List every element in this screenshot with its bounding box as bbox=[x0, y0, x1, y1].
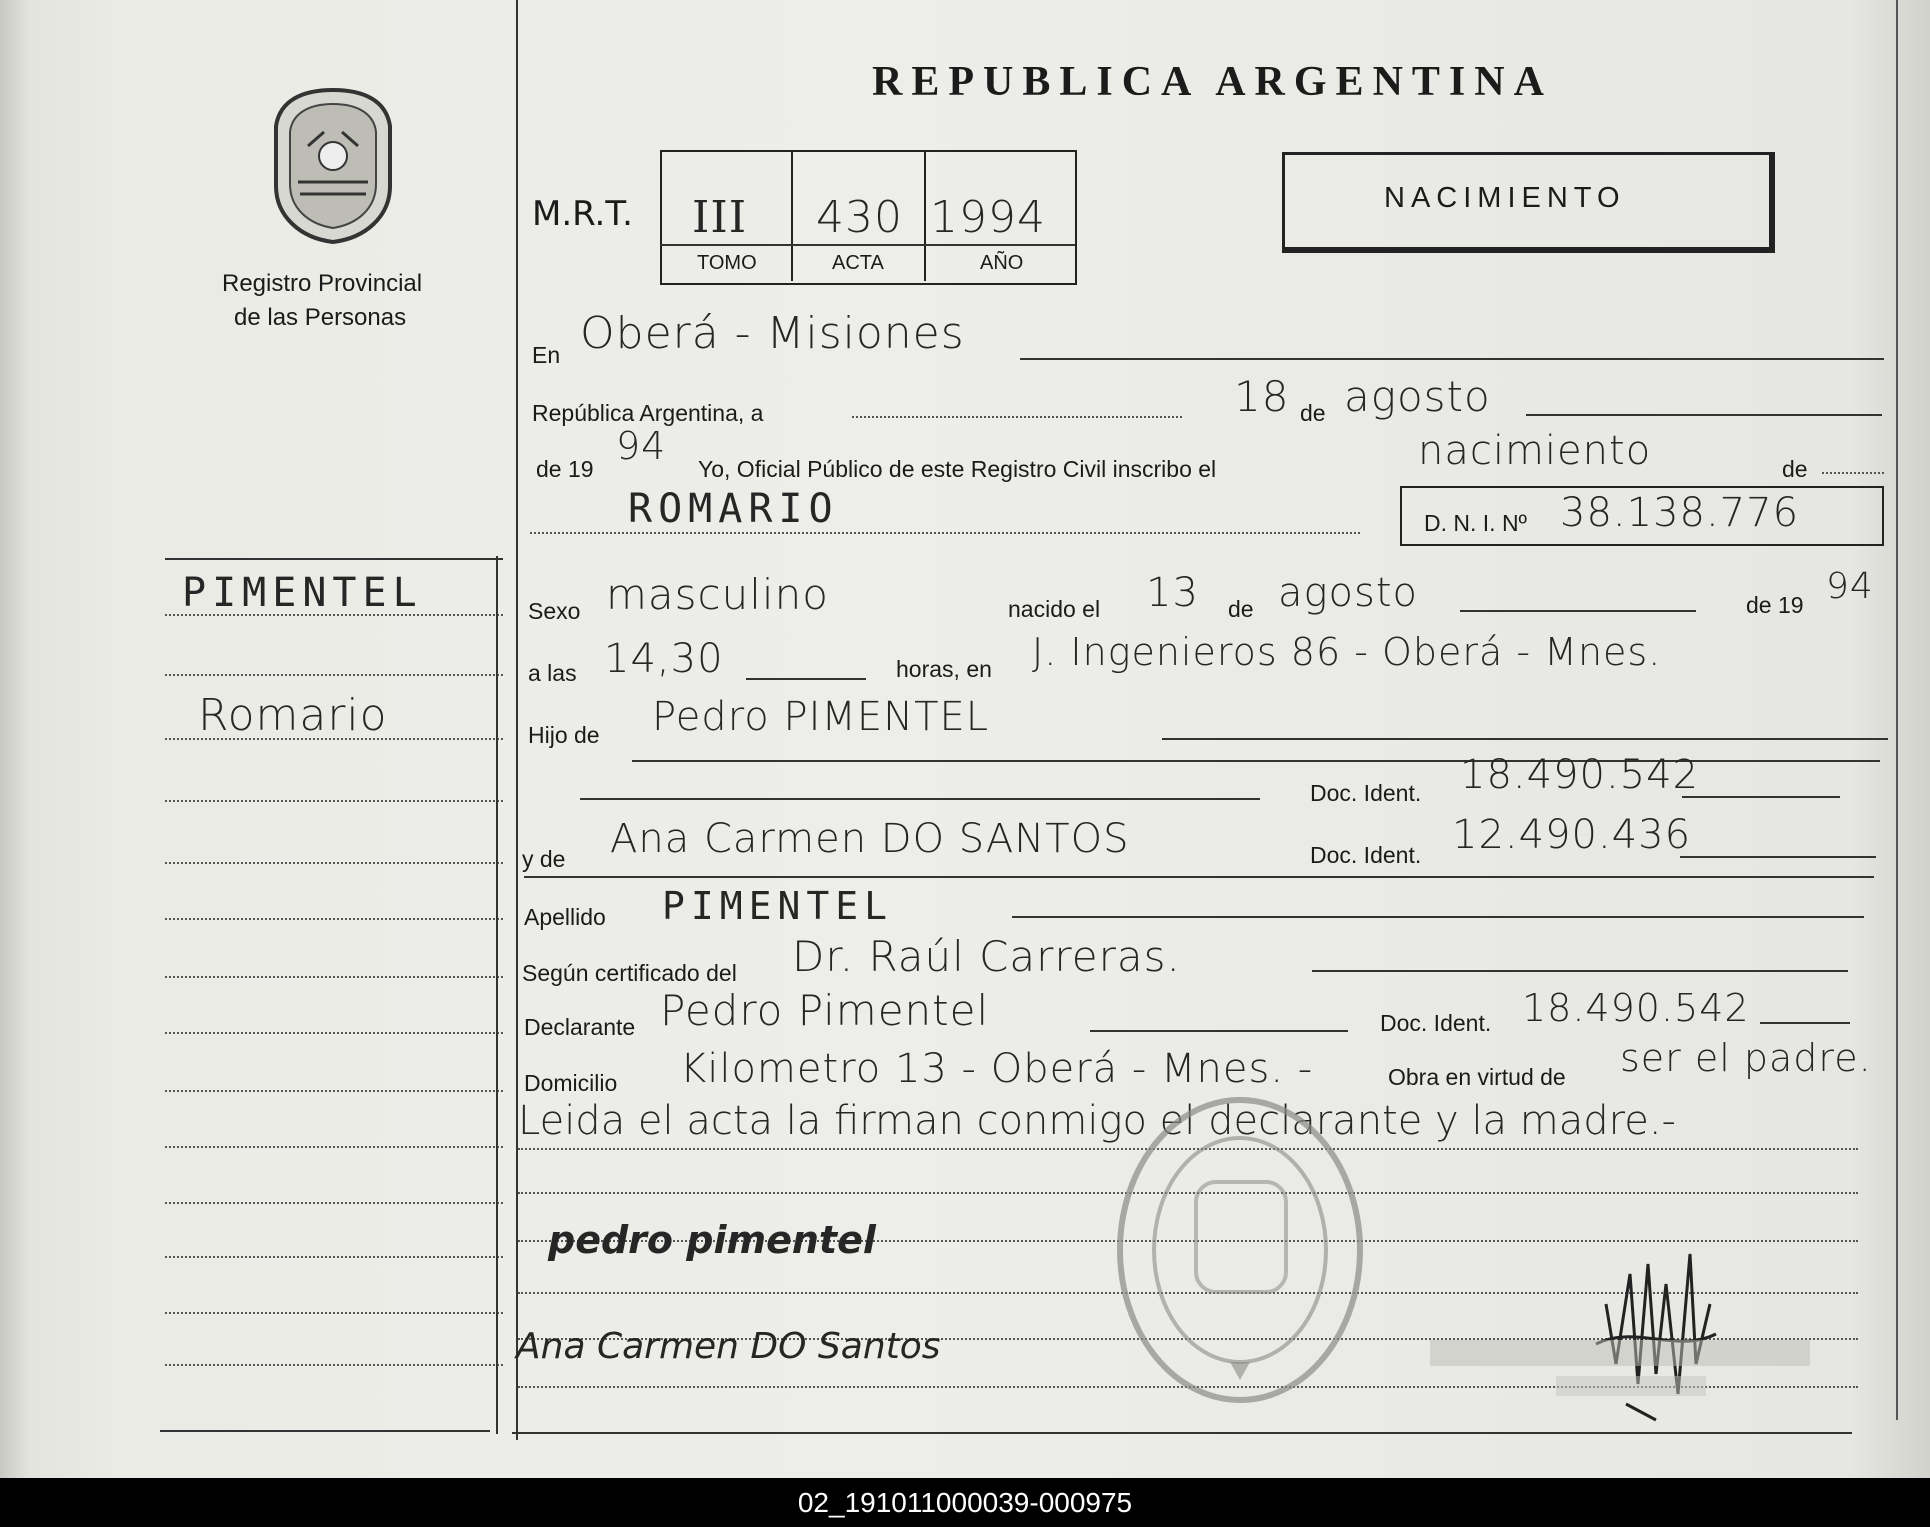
acta-label: ACTA bbox=[832, 252, 884, 274]
record-type: NACIMIENTO bbox=[1384, 182, 1626, 214]
birth-year: 94 bbox=[1826, 566, 1874, 607]
child-name: ROMARIO bbox=[628, 486, 839, 532]
margin-given-name: Romario bbox=[198, 690, 388, 741]
birth-day: 13 bbox=[1146, 570, 1199, 616]
registry-name-line1: Registro Provincial bbox=[222, 270, 423, 297]
closing-statement: Leida el acta la firman conmigo el declarante y la madre.- bbox=[518, 1098, 1676, 1144]
anio-label: AÑO bbox=[980, 252, 1024, 274]
declarant-name: Pedro Pimentel bbox=[660, 986, 990, 1035]
mother-doc: 12.490.436 bbox=[1452, 812, 1692, 858]
image-caption: 02_191011000039-000975 bbox=[0, 1478, 1930, 1527]
margin-surname: PIMENTEL bbox=[182, 570, 423, 616]
document-page: Registro Provincial de las Personas PIMENTEL Romario REPUBLICA ARGENTINA M.R.T. III 430 1994 TOMO ACTA AÑO NACIMIENTO En Oberá - Misiones República Argentina, a 18 de agosto de 19 94 Yo, Oficial Público de este Registro Civil inscribo el nacimiento de ROMARIO D. N. I. Nº 38.138.776 Sexo masculino nacido el 13 de agosto de 19 94 a las 14,30 horas, en J. Ingenieros 86 - Oberá - Mnes. Hijo de Pedro PIMENTEL Doc. Ident. 18.490.542 y de Ana Carmen DO SANTOS Doc. Ident. 12.490.436 Apellido PIMENTEL Según certificado del Dr. Raúl Carreras. Declarante Pedro Pimentel Doc. Ident. 18.490.542 Domicilio Kilometro 13 - Oberá - Mnes. - Obra en virtud de ser el padre. Leida el acta la firman conmigo el declarante y la madre.- pedro pimentel Ana Carmen DO Santos bbox=[0, 0, 1930, 1478]
record-prefix: M.R.T. bbox=[532, 194, 633, 234]
father-doc: 18.490.542 bbox=[1460, 752, 1700, 798]
page-fold-line bbox=[516, 0, 518, 1440]
birth-time: 14,30 bbox=[604, 636, 724, 682]
official-title-stamp-blur bbox=[1556, 1376, 1706, 1396]
declarant-doc: 18.490.542 bbox=[1522, 986, 1750, 1030]
mother-name: Ana Carmen DO SANTOS bbox=[610, 816, 1130, 862]
inscription-type: nacimiento bbox=[1418, 428, 1652, 474]
surname-value: PIMENTEL bbox=[662, 884, 894, 928]
acts-on-behalf-of: ser el padre. bbox=[1620, 1036, 1872, 1080]
birth-place: J. Ingenieros 86 - Oberá - Mnes. bbox=[1032, 630, 1662, 674]
tomo-label: TOMO bbox=[697, 252, 757, 274]
sex-value: masculino bbox=[606, 570, 829, 619]
form-right-border bbox=[1896, 0, 1898, 1420]
country-title: REPUBLICA ARGENTINA bbox=[872, 59, 1553, 105]
tomo-value: III bbox=[692, 192, 748, 243]
mother-signature: Ana Carmen DO Santos bbox=[516, 1326, 941, 1367]
place-of-registration: Oberá - Misiones bbox=[580, 308, 965, 359]
medical-certificate: Dr. Raúl Carreras. bbox=[792, 932, 1181, 981]
official-signature bbox=[1586, 1244, 1726, 1434]
child-dni: 38.138.776 bbox=[1560, 490, 1800, 536]
father-signature: pedro pimentel bbox=[548, 1218, 876, 1262]
official-registry-stamp bbox=[1108, 1090, 1372, 1410]
provincial-coat-of-arms-seal bbox=[268, 86, 398, 246]
father-name: Pedro PIMENTEL bbox=[652, 694, 990, 740]
registration-day: 18 bbox=[1234, 372, 1290, 421]
official-name-stamp-blur bbox=[1430, 1340, 1810, 1366]
acta-value: 430 bbox=[816, 192, 903, 243]
margin-rule bbox=[165, 558, 503, 560]
registry-name-line2: de las Personas bbox=[234, 304, 407, 331]
anio-value: 1994 bbox=[930, 192, 1046, 243]
registration-month: agosto bbox=[1344, 372, 1491, 421]
registration-year: 94 bbox=[616, 424, 667, 468]
birth-month: agosto bbox=[1278, 570, 1418, 616]
address-value: Kilometro 13 - Oberá - Mnes. - bbox=[680, 1046, 1314, 1092]
